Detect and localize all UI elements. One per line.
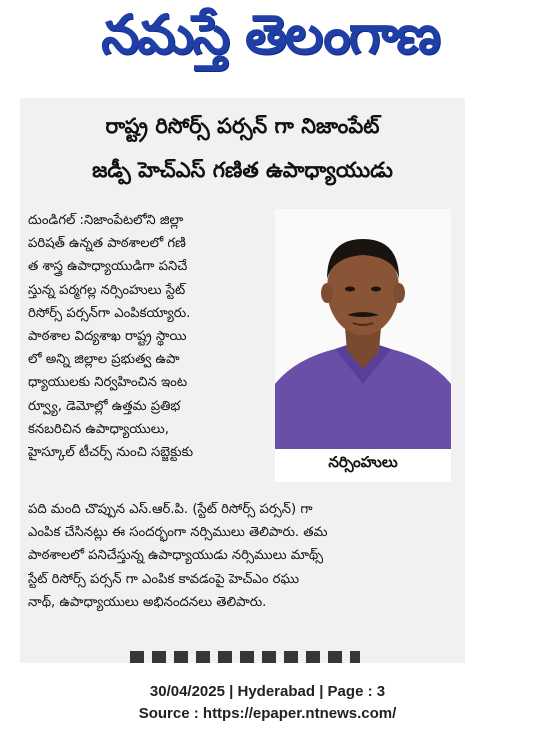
portrait-illustration	[275, 209, 451, 449]
news-clipping	[20, 98, 465, 663]
article-body-wide	[28, 498, 458, 614]
body-line: పది మంది చొప్పున ఎస్.ఆర్.పి. (స్టేట్ రిసోర్స్ పర్సన్) గా	[28, 502, 313, 517]
photo-caption: నర్సింహులు	[328, 453, 398, 471]
body-line: పాఠశాలలో పనిచేస్తున్న ఉపాధ్యాయుడు నర్సిములు మాథ్స్	[28, 548, 324, 564]
body-line: కనబరిచిన ఉపాధ్యాయులు,	[28, 421, 169, 437]
photo-frame	[275, 209, 451, 482]
body-line: ర్వ్యూ, డెమోల్లో ఉత్తమ ప్రతిభ	[28, 398, 181, 414]
portrait-photo	[275, 209, 451, 449]
body-line: దుండిగల్ :నిజాంపేటలోని జిల్లా	[28, 213, 184, 228]
article-body-column	[28, 209, 268, 464]
masthead-logo	[60, 2, 480, 76]
body-line: రిసోర్స్ పర్సన్‌గా ఎంపికయ్యారు.	[28, 305, 191, 321]
body-line: లో అన్ని జిల్లాల ప్రభుత్వ ఉపా	[28, 352, 180, 368]
body-line: హైస్కూల్ టీచర్స్ నుంచి సబ్జెక్టుకు	[28, 445, 194, 461]
body-line: త శాస్త్ర ఉపాధ్యాయుడిగా పనిచే	[28, 259, 188, 275]
body-line: స్తున్న పర్మగల్ల నర్సింహులు స్టేట్	[28, 282, 186, 298]
footer-source: Source : https://epaper.ntnews.com/	[138, 705, 397, 722]
headline-line-2: జడ్పీ హెచ్ఎస్ గణిత ఉపాధ్యాయుడు	[92, 158, 393, 182]
body-line: నాథ్, ఉపాధ్యాయులు అభినందనలు తెలిపారు.	[28, 594, 267, 610]
body-line: ఎంపిక చేసినట్లు ఈ సందర్భంగా నర్సిములు తెలిపారు. తమ	[28, 525, 328, 541]
footer-date-edition: 30/04/2025 | Hyderabad | Page : 3	[149, 683, 386, 700]
headline-line-1: రాష్ట్ర రిసోర్స్ పర్సన్ గా నిజాంపేట్	[105, 114, 380, 138]
cropped-next-headline	[130, 651, 360, 663]
masthead-title: నమస్తే తెలంగాణ	[101, 2, 439, 66]
body-line: ధ్యాయులకు నిర్వహించిన ఇంట	[28, 375, 188, 391]
body-line: పాఠశాల విద్యశాఖ రాష్ట్ర స్థాయి	[28, 329, 187, 345]
body-line: పరిషత్ ఉన్నత పాఠశాలలో గణి	[28, 236, 186, 252]
body-line: స్టేట్ రిసోర్స్ పర్సన్ గా ఎంపిక కావడంపై హెచ్ఎం రఘు	[28, 571, 300, 587]
